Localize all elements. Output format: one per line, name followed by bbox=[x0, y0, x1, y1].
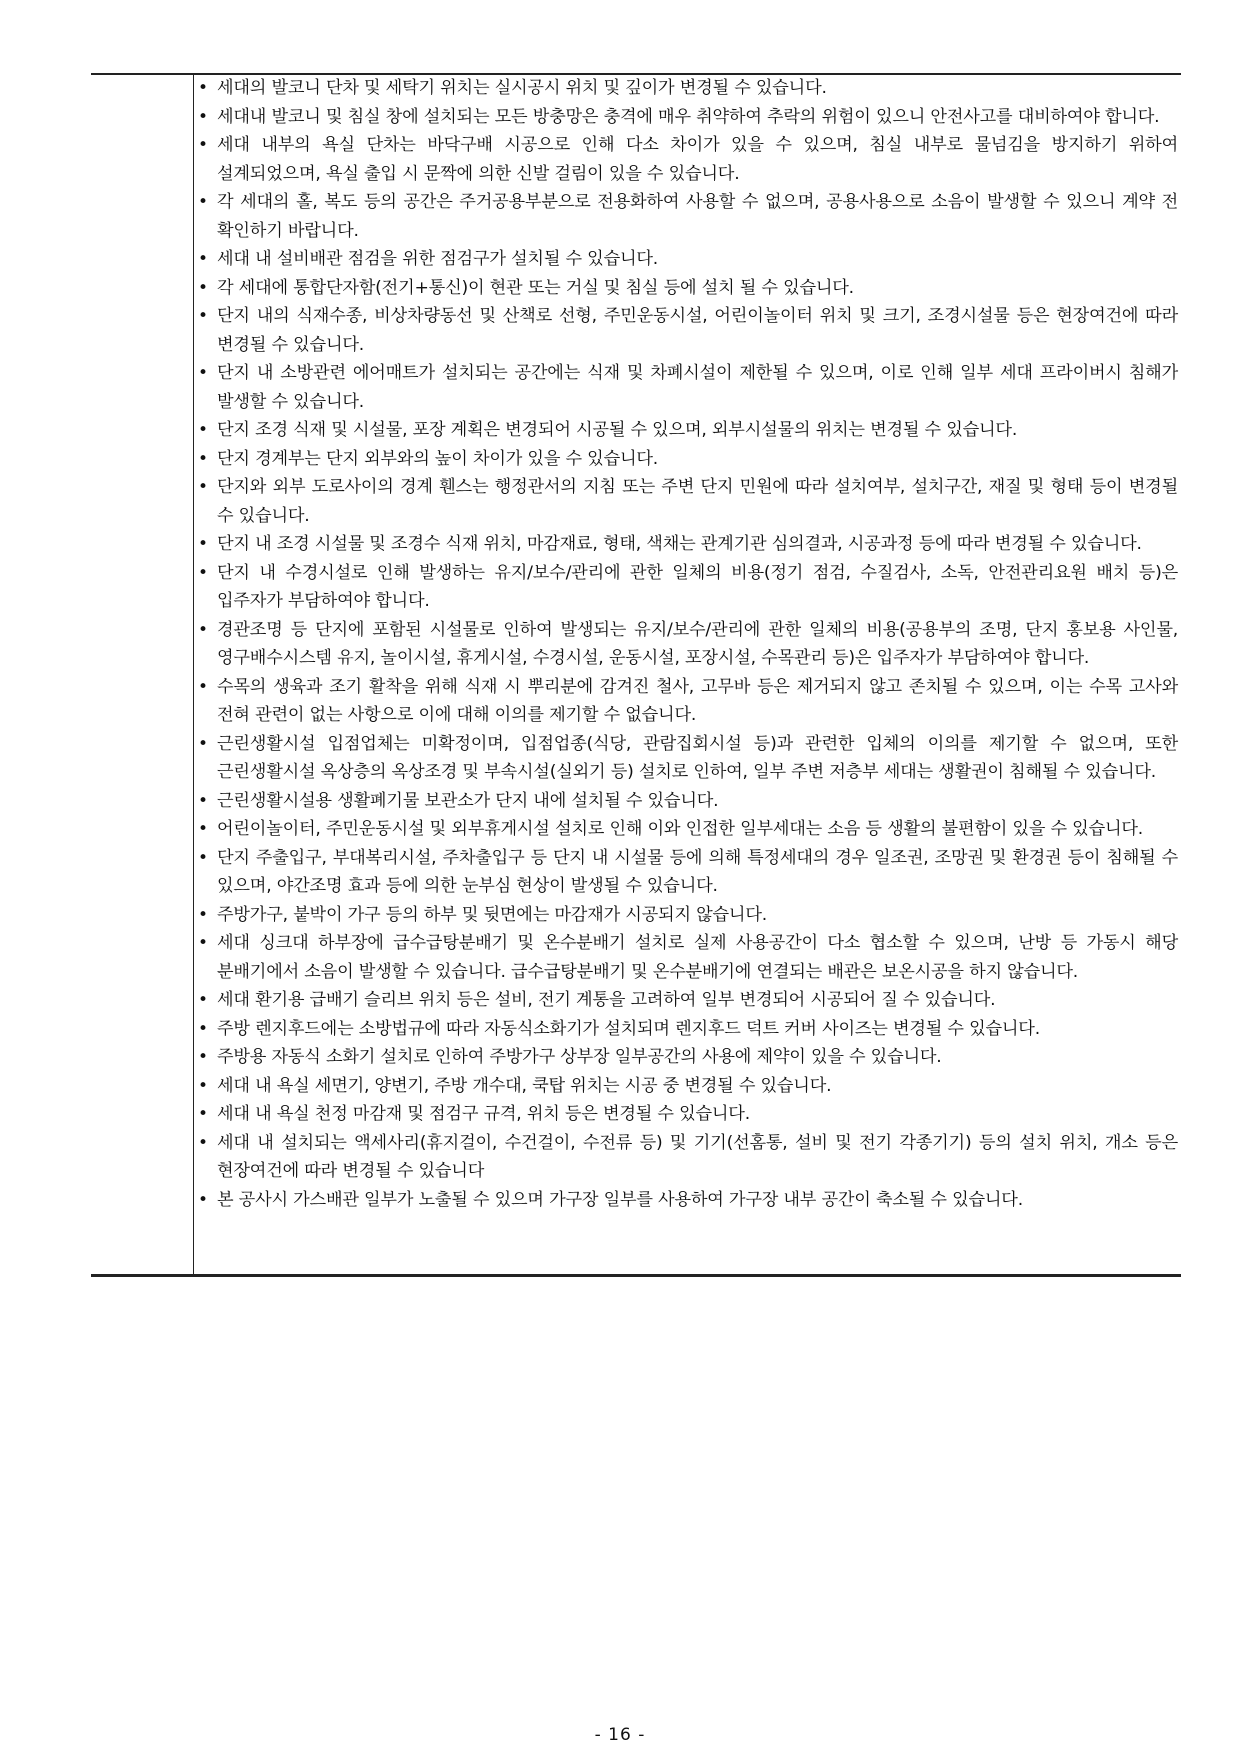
bullet-icon: • bbox=[198, 106, 208, 127]
note-item bbox=[196, 473, 1178, 530]
note-text: 각 세대에 통합단자함(전기+통신)이 현관 또는 거실 및 침실 등에 설치 될 수 있습니다. bbox=[217, 277, 854, 298]
note-item bbox=[196, 274, 1178, 303]
note-text: 주방 렌지후드에는 소방법규에 따라 자동식소화기가 설치되며 렌지후드 덕트 커버 사이즈는 변경될 수 있습니다. bbox=[217, 1018, 1040, 1039]
bullet-icon: • bbox=[198, 1132, 208, 1153]
note-text: 단지 조경 식재 및 시설물, 포장 계획은 변경되어 시공될 수 있으며, 외부시설물의 위치는 변경될 수 있습니다. bbox=[217, 420, 1018, 440]
bullet-icon: • bbox=[198, 277, 208, 298]
bullet-icon: • bbox=[198, 933, 208, 953]
bullet-icon: • bbox=[198, 904, 208, 925]
note-item bbox=[196, 1129, 1178, 1186]
note-text: 세대 내부의 욕실 단차는 바닥구배 시공으로 인해 다소 차이가 있을 수 있으며, 침실 내부로 물넘김을 방지하기 위하여 설계되었으며, 욕실 출입 시 문짝에 의한 신발 걸림이 있을 수 있습니다. bbox=[217, 135, 1178, 184]
bullet-icon: • bbox=[198, 448, 208, 469]
bullet-icon: • bbox=[198, 1047, 208, 1067]
note-item bbox=[196, 188, 1178, 245]
bullet-icon: • bbox=[198, 135, 208, 155]
note-item bbox=[196, 103, 1178, 132]
note-item bbox=[196, 1072, 1178, 1101]
bullet-icon: • bbox=[198, 990, 208, 1010]
bullet-icon: • bbox=[198, 78, 208, 98]
note-text: 세대 내 욕실 세면기, 양변기, 주방 개수대, 쿡탑 위치는 시공 중 변경될 수 있습니다. bbox=[217, 1075, 832, 1096]
note-text: 근린생활시설 입점업체는 미확정이며, 입점업종(식당, 관람집회시설 등)과 관련한 입체의 이의를 제기할 수 없으며, 또한 근린생활시설 옥상층의 옥상조경 및 부속시설(실외기 등) 설치로 인하여, 일부 주변 저층부 세대는 생활권이 침해될 수 있습니다. bbox=[217, 733, 1178, 782]
note-item bbox=[196, 929, 1178, 986]
note-item bbox=[196, 730, 1178, 787]
page-number: - 16 - bbox=[594, 1725, 646, 1745]
note-text: 근린생활시설용 생활폐기물 보관소가 단지 내에 설치될 수 있습니다. bbox=[217, 790, 719, 811]
note-item bbox=[196, 787, 1178, 816]
note-item bbox=[196, 359, 1178, 416]
note-text: 단지 내 수경시설로 인해 발생하는 유지/보수/관리에 관한 일체의 비용(정기 점검, 수질검사, 소독, 안전관리요원 배치 등)은 입주자가 부담하여야 합니다. bbox=[217, 562, 1178, 611]
note-text: 단지 내의 식재수종, 비상차량동선 및 산책로 선형, 주민운동시설, 어린이놀이터 위치 및 크기, 조경시설물 등은 현장여건에 따라 변경될 수 있습니다. bbox=[217, 306, 1178, 355]
note-text: 본 공사시 가스배관 일부가 노출될 수 있으며 가구장 일부를 사용하여 가구장 내부 공간이 축소될 수 있습니다. bbox=[217, 1189, 1023, 1210]
note-item bbox=[196, 74, 1178, 103]
note-text: 수목의 생육과 조기 활착을 위해 식재 시 뿌리분에 감겨진 철사, 고무바 등은 제거되지 않고 존치될 수 있으며, 이는 수목 고사와 전혀 관련이 없는 사항으로 이에 대해 이의를 제기할 수 없습니다. bbox=[217, 676, 1178, 725]
bullet-icon: • bbox=[198, 847, 208, 868]
note-text: 세대 싱크대 하부장에 급수급탕분배기 및 온수분배기 설치로 실제 사용공간이 다소 협소할 수 있으며, 난방 등 가동시 해당 분배기에서 소음이 발생할 수 있습니다. 급수급탕분배기 및 온수분배기에 연결되는 배관은 보온시공을 하지 않습니다. bbox=[217, 933, 1178, 982]
note-item bbox=[196, 901, 1178, 930]
note-item bbox=[196, 1015, 1178, 1044]
note-item bbox=[196, 673, 1178, 730]
bullet-icon: • bbox=[198, 420, 208, 440]
bullet-icon: • bbox=[198, 1075, 208, 1096]
bullet-icon: • bbox=[198, 1189, 208, 1210]
note-text: 세대 내 설치되는 액세사리(휴지걸이, 수건걸이, 수전류 등) 및 기기(선홈통, 설비 및 전기 각종기기) 등의 설치 위치, 개소 등은 현장여건에 따라 변경될 수 있습니다 bbox=[217, 1132, 1178, 1181]
notes-list bbox=[196, 74, 1178, 1214]
note-text: 주방가구, 붙박이 가구 등의 하부 및 뒷면에는 마감재가 시공되지 않습니다. bbox=[217, 904, 767, 925]
note-text: 단지 주출입구, 부대복리시설, 주차출입구 등 단지 내 시설물 등에 의해 특정세대의 경우 일조권, 조망권 및 환경권 등이 침해될 수 있으며, 야간조명 효과 등에 의한 눈부심 현상이 발생될 수 있습니다. bbox=[217, 847, 1178, 896]
note-item bbox=[196, 844, 1178, 901]
bullet-icon: • bbox=[198, 562, 208, 583]
note-item bbox=[196, 245, 1178, 274]
note-item bbox=[196, 416, 1178, 445]
bullet-icon: • bbox=[198, 733, 208, 754]
note-item bbox=[196, 1043, 1178, 1072]
note-item bbox=[196, 1186, 1178, 1215]
note-item bbox=[196, 616, 1178, 673]
note-item bbox=[196, 445, 1178, 474]
note-text: 경관조명 등 단지에 포함된 시설물로 인하여 발생되는 유지/보수/관리에 관한 일체의 비용(공용부의 조명, 단지 홍보용 사인물, 영구배수시스템 유지, 놀이시설, 휴게시설, 수경시설, 운동시설, 포장시설, 수목관리 등)은 입주자가 부담하여야 합니다. bbox=[217, 619, 1178, 668]
note-text: 세대 내 욕실 천정 마감재 및 점검구 규격, 위치 등은 변경될 수 있습니다. bbox=[217, 1104, 750, 1124]
note-text: 세대내 발코니 및 침실 창에 설치되는 모든 방충망은 충격에 매우 취약하여 추락의 위험이 있으니 안전사고를 대비하여야 합니다. bbox=[217, 106, 1160, 127]
note-item bbox=[196, 815, 1178, 844]
bullet-icon: • bbox=[198, 819, 208, 839]
bullet-icon: • bbox=[198, 619, 208, 640]
note-text: 단지와 외부 도로사이의 경계 휀스는 행정관서의 지침 또는 주변 단지 민원에 따라 설치여부, 설치구간, 재질 및 형태 등이 변경될 수 있습니다. bbox=[217, 477, 1178, 526]
note-item bbox=[196, 131, 1178, 188]
note-text: 세대 환기용 급배기 슬리브 위치 등은 설비, 전기 계통을 고려하여 일부 변경되어 시공되어 질 수 있습니다. bbox=[217, 990, 996, 1010]
bullet-icon: • bbox=[198, 1104, 208, 1124]
note-item bbox=[196, 559, 1178, 616]
note-text: 각 세대의 홀, 복도 등의 공간은 주거공용부분으로 전용화하여 사용할 수 없으며, 공용사용으로 소음이 발생할 수 있으니 계약 전 확인하기 바랍니다. bbox=[217, 192, 1178, 241]
note-text: 주방용 자동식 소화기 설치로 인하여 주방가구 상부장 일부공간의 사용에 제약이 있을 수 있습니다. bbox=[217, 1047, 942, 1067]
bullet-icon: • bbox=[198, 306, 208, 326]
note-item bbox=[196, 1100, 1178, 1129]
bullet-icon: • bbox=[198, 534, 208, 554]
table-column-divider bbox=[193, 74, 194, 1274]
bullet-icon: • bbox=[198, 192, 208, 212]
note-text: 단지 내 소방관련 에어매트가 설치되는 공간에는 식재 및 차폐시설이 제한될 수 있으며, 이로 인해 일부 세대 프라이버시 침해가 발생할 수 있습니다. bbox=[217, 363, 1178, 412]
bullet-icon: • bbox=[198, 249, 208, 269]
note-text: 단지 내 조경 시설물 및 조경수 식재 위치, 마감재료, 형태, 색채는 관계기관 심의결과, 시공과정 등에 따라 변경될 수 있습니다. bbox=[217, 534, 1142, 554]
note-text: 어린이놀이터, 주민운동시설 및 외부휴게시설 설치로 인해 이와 인접한 일부세대는 소음 등 생활의 불편함이 있을 수 있습니다. bbox=[217, 819, 1144, 839]
bullet-icon: • bbox=[198, 477, 208, 497]
bullet-icon: • bbox=[198, 790, 208, 811]
note-item bbox=[196, 986, 1178, 1015]
note-text: 세대의 발코니 단차 및 세탁기 위치는 실시공시 위치 및 깊이가 변경될 수 있습니다. bbox=[217, 78, 827, 98]
bullet-icon: • bbox=[198, 1018, 208, 1039]
note-item bbox=[196, 302, 1178, 359]
note-text: 세대 내 설비배관 점검을 위한 점검구가 설치될 수 있습니다. bbox=[217, 249, 659, 269]
note-text: 단지 경계부는 단지 외부와의 높이 차이가 있을 수 있습니다. bbox=[217, 448, 659, 469]
bullet-icon: • bbox=[198, 676, 208, 697]
table-bottom-border bbox=[91, 1274, 1181, 1277]
bullet-icon: • bbox=[198, 363, 208, 383]
table-left-cell bbox=[91, 75, 193, 1274]
note-item bbox=[196, 530, 1178, 559]
